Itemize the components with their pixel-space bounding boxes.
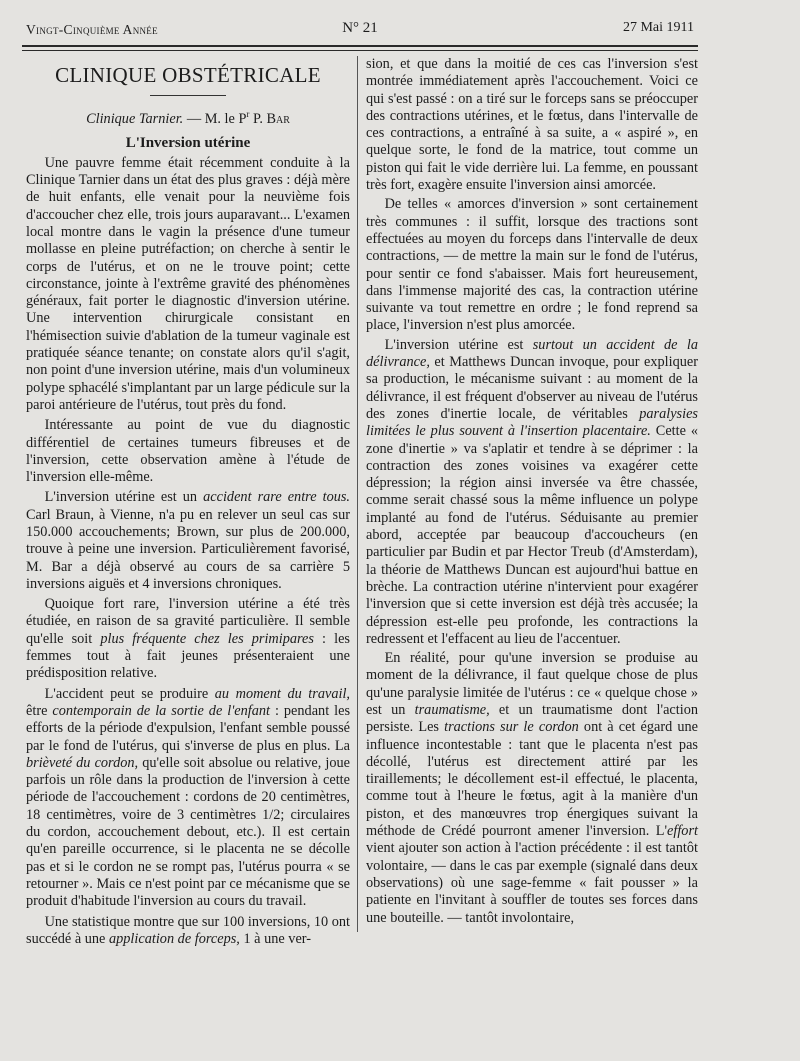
text-run: L'inversion utérine est un [44,489,204,506]
paragraph [26,155,350,414]
byline-sep: — M. le P [183,110,247,127]
title-separator [150,95,226,96]
paragraph [26,489,350,593]
page-header [26,20,694,44]
left-column-body [26,155,350,948]
text-run: Cette « zone d'inertie » va s'aplatir et tendre à se déprimer : la contraction des zones voisines va exagérer cette dépression; la région ainsi inversée va être chassée, comme serait chassé sous la même influence un polype implanté au fond de l'utérus. Séduisante au premier abord, acceptée par beaucoup d'accoucheurs (en particulier par Budin et par Hector Treub (d'Amsterdam), la théorie de Matthews Duncan est aujourd'hui battue en brèche. La contraction utérine n'intervient pour exagérer l'inversion que si cette inversion est déjà très accusée; la dépression est-elle peu profonde, les contractions la redressent et l'effacent au lieu de l'accentuer. [366,423,698,647]
text-run: sion, et que dans la moitié de ces cas l'inversion s'est montrée immédiatement après l'accouchement. Voici ce qui s'est passé : on a tiré sur le forceps sans se préoccuper des contractions utérines, et le fœtus, dans l'intervalle de ces contractions, a entraîné à sa suite, a « aspiré », en quelque sorte, le fond de la matrice, tout comme un piston qui fait le vide derrière lui. La femme, en poussant très fort, exagère ensuite l'inversion ainsi amorcée. [366,56,698,194]
italic-text: contemporain de la sortie de l'enfant [52,702,271,719]
text-run: Une statistique montre que sur 100 inversions, 10 ont succédé à une [26,913,350,947]
text-run: En réalité, pour qu'une inversion se produise au moment de la délivrance, il faut quelque chose de plus qu'une paralysie limitée de l'utérus : ce « quelque chose » est un [366,650,698,718]
header-date: 27 Mai 1911 [622,20,694,35]
paragraph [366,196,698,334]
paragraph [26,914,350,949]
byline-name: P. Bar [249,110,290,127]
paragraph [26,417,350,486]
text-run: être [26,702,53,719]
paragraph [366,650,698,927]
text-run: L'inversion utérine est [384,336,533,353]
section-title: CLINIQUE OBSTÉTRICALE [55,63,321,87]
article-heading: L'Inversion utérine [125,134,251,151]
right-column [366,56,698,927]
italic-text: paralysies limitées le plus souvent à l'insertion placentaire. [366,405,698,440]
header-volume: Vingt-Cinquième Année [26,22,158,37]
text-run: vient ajouter son action à l'action précédente : il est tantôt volontaire, — dans le cas par exemple (signalé dans deux observations) où une sage-femme « fait pousser » la patiente en l'invitant à souffler de toutes ses forces dans une bouteille. — tantôt involontaire, [366,840,698,926]
byline-sup: r [246,109,250,119]
header-rule-thin [22,50,698,51]
italic-text: plus fréquente chez les primipares [100,630,314,647]
italic-text: au moment du travail, [214,685,351,702]
text-run: : pendant les efforts de la période d'expulsion, l'enfant semble poussé par le fond de l'utérus, qui s'inverse de plus en plus. La [26,702,351,754]
header-rule-thick [22,45,698,47]
article-byline [26,106,350,128]
text-run: qu'elle soit absolue ou relative, joue parfois un rôle dans la production de l'inversion à cette période de l'accouchement : cordons de 20 centimètres, 18 centimètres, voire de 3 centimètres 1/2; circulaires du cordon, accouchement debout, etc.). Il est certain qu'en pareille occurrence, si le placenta ne se décolle pas et si le cordon ne se rompt pas, l'utérus pourra « se retourner ». Mais ce n'est point par ce mécanisme que se produit d'habitude l'inversion au cours du travail. [26,754,351,910]
paragraph [366,337,698,648]
text-run: 1 à une ver- [239,930,312,947]
text-run: De telles « amorces d'inversion » sont certainement très communes : il suffit, lorsque des tractions sont effectuées au moyen du forceps dans l'intervalle de deux contractions, — de mettre la main sur le fond de l'utérus, pour sentir ce fond s'abaisser. Mais fort heureusement, dans l'immense majorité des cas, la contraction utérine suivante va tout remettre en ordre ; le fond reprend sa place, l'inversion n'est plus amorcée. [366,196,698,334]
paragraph [26,596,350,682]
left-column [26,56,350,948]
text-run: et Matthews Duncan invoque, pour expliquer sa production, le mécanisme suivant : au moment de la délivrance, il est fréquent d'observer au niveau de l'utérus des zones d'inertie locale, de véritables [366,354,698,422]
italic-text: surtout un accident de la délivrance, [366,336,698,371]
text-run: Intéressante au point de vue du diagnostic différentiel de certaines tumeurs fibreuses et de l'inversion, cette observation amène à l'étude de l'inversion elle-même. [26,417,350,486]
italic-text: accident rare entre tous. [203,489,351,506]
text-run: et un traumatisme dont l'action persiste. Les [366,701,699,736]
text-run: ont à cet égard une influence incontestable : tant que le placenta n'est pas décollé, l'utérus est directement attiré par les tiraillements; le décollement est-il effectué, le placenta, comme tout à l'heure le fœtus, agit à la manière d'un piston, et des manœuvres trop énergiques suivant la méthode de Crédé pourront amener l'inversion. L' [366,719,699,840]
text-run: Une pauvre femme était récemment conduite à la Clinique Tarnier dans un état des plus graves : déjà mère de huit enfants, elle venait pour la neuvième fois d'accoucher chez elle, trois jours auparavant... L'examen local montre dans le vagin la présence d'une tumeur mollasse en pleine putréfaction; on cherche à sentir le corps de l'utérus, et on ne le trouve point; cette circonstance, jointe à l'extrême gravité des phénomènes généraux, fait porter le diagnostic d'inversion utérine. Une intervention chirurgicale consistant en l'hémisection suivie d'ablation de la tumeur vaginale est pratiquée séance tenante; on constate alors qu'il s'agit, non point d'une inversion utérine, mais d'un volumineux polype sphacélé s'implantant par un large pédicule sur la paroi antérieure de l'utérus, tout près du fond. [26,154,350,413]
column-divider [357,56,358,932]
right-column-body [366,56,698,927]
byline-clinic: Clinique Tarnier. [86,110,184,127]
text-run: : les femmes tout à fait jeunes présenteraient une prédisposition relative. [26,630,350,682]
text-run: Carl Braun, à Vienne, n'a pu en relever un seul cas sur 150.000 accouchements; Brown, sur plus de 200.000, trouve à peine une inversion. Particulièrement favorisé, M. Bar a déjà observé au cours de sa carrière 5 inversions aiguës et 4 inversions chroniques. [26,506,350,592]
italic-text: application de forceps, [108,930,240,947]
header-issue-number: N° 21 [342,20,378,36]
paragraph [26,686,350,911]
italic-text: brièveté du cordon, [26,754,139,771]
italic-text: effort [667,823,698,840]
paragraph [366,56,698,194]
italic-text: tractions sur le cordon [444,719,579,736]
text-run: L'accident peut se produire [44,685,215,702]
italic-text: traumatisme, [414,701,490,718]
text-run: Quoique fort rare, l'inversion utérine a été très étudiée, en raison de sa gravité particulière. Il semble qu'elle soit [26,596,350,647]
